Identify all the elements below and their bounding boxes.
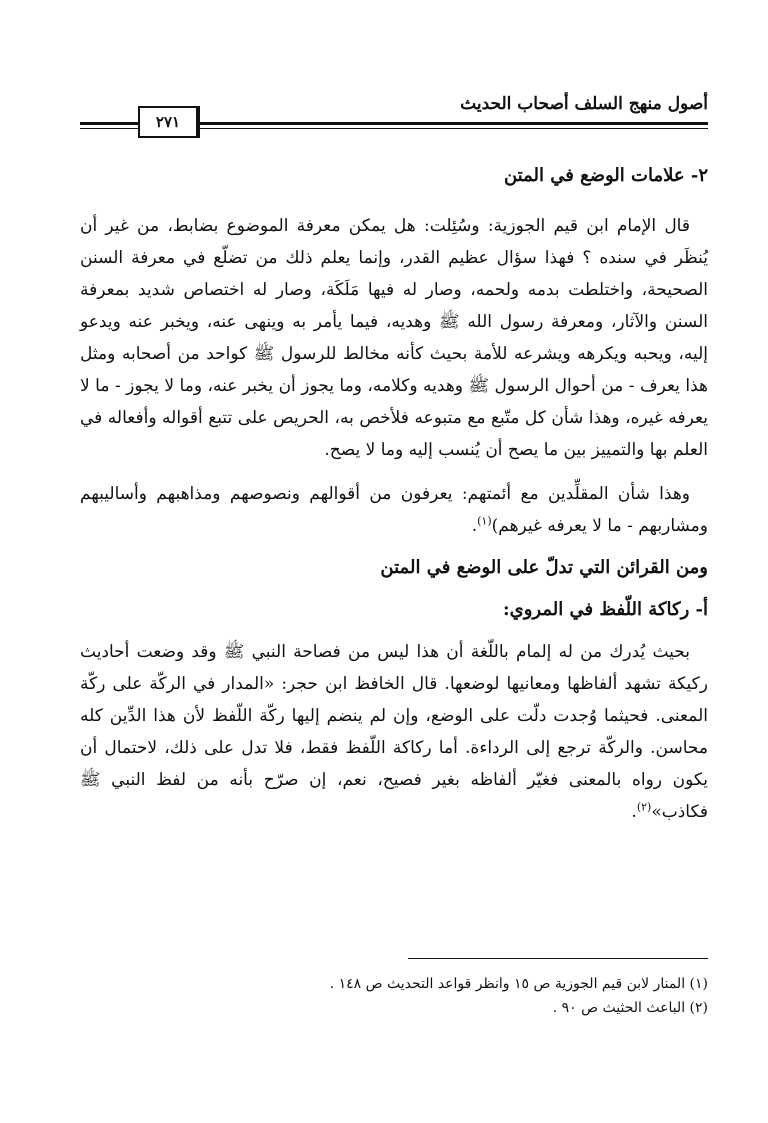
paragraph-rakaka	[80, 636, 708, 828]
paragraph-rakaka-end: .	[631, 802, 637, 822]
paragraph-ibn-qayyim: قال الإمام ابن قيم الجوزية: وسُئِلت: هل يمكن معرفة الموضوع بضابط، من غير أن يُنظَر في سنده ؟ فهذا سؤال عظيم القدر، وإنما يعلم ذلك من تضلّع في معرفة السنن الصحيحة، واختلطت بدمه ولحمه، وصار له فيها مَلَكَة، وصار له اختصاص شديد بمعرفة السنن والآثار، ومعرفة رسول الله ﷺ وهديه، فيما يأمر به وينهى عنه، ويخبر عنه ويدعو إليه، ويحبه ويكرهه ويشرعه للأمة بحيث كأنه مخالط للرسول ﷺ كواحد من أصحابه ومثل هذا يعرف - من أحوال الرسول ﷺ وهديه وكلامه، وما يجوز أن يخبر عنه، وما لا يجوز - ما لا يعرفه غيره، وهذا شأن كل متّبع مع متبوعه فلأخص به، الحريص على تتبع أقواله وأفعاله في العلم بها والتمييز بين ما يصح أن يُنسب إليه وما لا يصح.	[80, 216, 708, 460]
page-body	[80, 160, 708, 840]
paragraph-muqallidin-text: وهذا شأن المقلِّدين مع أئمتهم: يعرفون من أقوالهم ونصوصهم ومذاهبهم وأساليبهم ومشاربهم - ما لا يعرفه غيرهم)	[80, 484, 708, 536]
footnote-separator	[408, 958, 708, 959]
footnotes	[68, 972, 708, 1020]
page-header	[80, 92, 708, 140]
footnote-ref-2: (٢)	[636, 800, 652, 814]
paragraph-rakaka-text: بحيث يُدرك من له إلمام باللّغة أن هذا ليس من فصاحة النبي ﷺ وقد وضعت أحاديث ركيكة تشهد ألفاظها ومعانيها لوضعها. قال الخافظ ابن حجر: «المدار في الركّة على ركّة المعنى. فحيثما وُجدت دلّت على الوضع، وإن لم ينضم إليها ركّة اللّفظ لأن هذا الدِّين كله محاسن. والركّة ترجع إلى الرداءة. أما ركاكة اللّفظ فقط، فلا تدل على ذلك، لاحتمال أن يكون رواه بالمعنى فغيّر ألفاظه بغير فصيح، نعم، إن صرّح بأنه من لفظ النبي ﷺ فكاذب»	[80, 642, 709, 822]
paragraph-muqallidin-end: .	[471, 516, 478, 536]
paragraph-muqallidin	[80, 478, 708, 542]
running-title: أصول منهج السلف أصحاب الحديث	[460, 94, 708, 114]
footnote-2: (٢) الباعث الحثيث ص ٩٠ .	[552, 1000, 708, 1016]
page-number: ٢٧١	[138, 106, 200, 138]
footnote-ref-1: (١)	[477, 514, 492, 528]
section-heading: ٢- علامات الوضع في المتن	[503, 165, 708, 186]
footnote-1: (١) المنار لابن قيم الجوزية ص ١٥ وانظر قواعد التحديث ص ١٤٨ .	[329, 976, 708, 992]
subheading-rakaka: أ- ركاكة اللّفظ في المروي:	[503, 599, 708, 620]
subheading-qarain: ومن القرائن التي تدلّ على الوضع في المتن	[380, 557, 708, 578]
